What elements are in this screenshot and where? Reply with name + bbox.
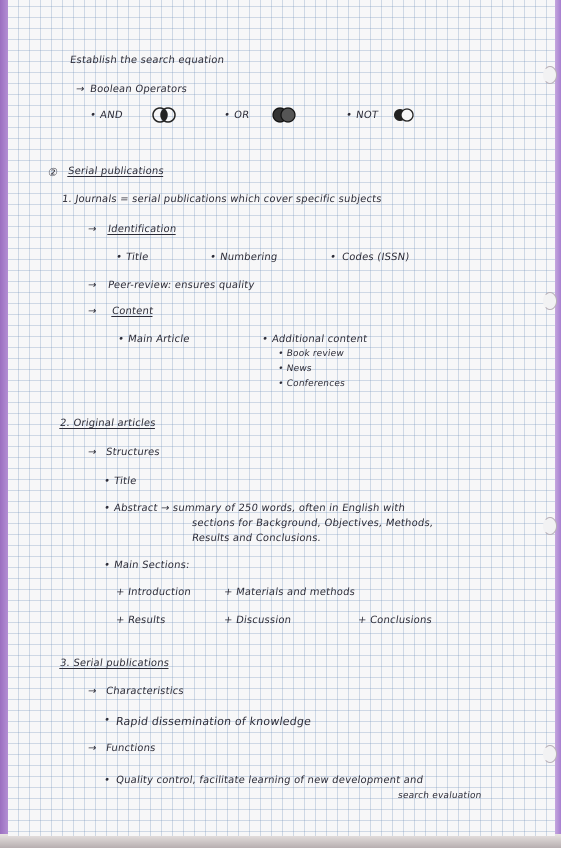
section-number-circle: ② <box>47 166 59 179</box>
abstract-line: sections for Background, Objectives, Methods, <box>191 518 435 529</box>
bullet-icon: • <box>345 110 353 121</box>
additional-item: • Conferences <box>277 379 346 389</box>
additional-content: Additional content <box>271 334 369 345</box>
bullet-icon: • <box>223 110 231 121</box>
section-list-item: + Results <box>115 615 167 626</box>
section-title: Serial publications <box>67 166 165 177</box>
arrow-icon: → <box>87 280 98 291</box>
content-label: Content <box>111 306 154 317</box>
section-list-item: + Discussion <box>223 615 292 626</box>
original-articles-title: 2. Original articles <box>59 418 157 429</box>
rapid-dissemination: Rapid dissemination of knowledge <box>115 715 313 728</box>
operator-and: AND <box>99 110 124 121</box>
functions-label: Functions <box>105 743 157 754</box>
operator-not: NOT <box>355 110 379 121</box>
identification-label: Identification <box>107 224 178 235</box>
quality-line: search evaluation <box>397 791 483 801</box>
section-list-item: + Introduction <box>115 587 192 598</box>
structures-label: Structures <box>105 447 161 458</box>
bullet-icon: • <box>89 110 97 121</box>
abstract-line: Results and Conclusions. <box>191 533 322 544</box>
main-article: Main Article <box>127 334 191 345</box>
boolean-title: Boolean Operators <box>89 84 188 95</box>
identification-item: Codes (ISSN) <box>341 252 411 263</box>
bullet-icon: • <box>103 503 111 514</box>
punch-hole <box>543 517 557 535</box>
bullet-icon: • <box>103 715 111 726</box>
main-sections-label: Main Sections: <box>113 560 191 571</box>
bullet-icon: • <box>117 334 125 345</box>
binder-edge <box>0 0 8 848</box>
arrow-icon: → <box>87 686 98 697</box>
structure-item-title: Title <box>113 476 138 487</box>
arrow-icon: → <box>87 306 98 317</box>
not-venn-icon <box>392 107 416 123</box>
section-list-item: + Materials and methods <box>223 587 356 598</box>
or-venn-icon <box>270 106 298 124</box>
arrow-icon: → <box>87 743 98 754</box>
peer-review-note: Peer-review: ensures quality <box>107 280 256 291</box>
section-list-item: + Conclusions <box>357 615 433 626</box>
journals-definition: 1. Journals = serial publications which cover specific subjects <box>61 194 383 205</box>
and-venn-icon <box>150 106 178 124</box>
bullet-icon: • <box>103 476 111 487</box>
identification-item: Numbering <box>219 252 279 263</box>
bullet-icon: • <box>103 775 111 786</box>
bullet-icon: • <box>103 560 111 571</box>
punch-hole <box>543 745 557 763</box>
bullet-icon: • <box>261 334 269 345</box>
serial-publications-title: 3. Serial publications <box>59 658 170 669</box>
punch-hole <box>543 66 557 84</box>
additional-item: • Book review <box>277 349 345 359</box>
operator-or: OR <box>233 110 251 121</box>
page-edge-bottom <box>0 834 561 848</box>
arrow-icon: → <box>87 447 98 458</box>
bullet-icon: • <box>115 252 123 263</box>
quality-line: Quality control, facilitate learning of new development and <box>115 775 424 786</box>
arrow-icon: → <box>75 84 86 95</box>
abstract-line: Abstract → summary of 250 words, often in English with <box>113 503 406 514</box>
page-edge-right <box>555 0 561 848</box>
identification-item: Title <box>125 252 150 263</box>
bullet-icon: • <box>209 252 217 263</box>
page-heading: Establish the search equation <box>69 55 225 66</box>
arrow-icon: → <box>87 224 98 235</box>
bullet-icon: • <box>329 252 337 263</box>
additional-item: • News <box>277 364 313 374</box>
punch-hole <box>543 292 557 310</box>
characteristics-label: Characteristics <box>105 686 185 697</box>
